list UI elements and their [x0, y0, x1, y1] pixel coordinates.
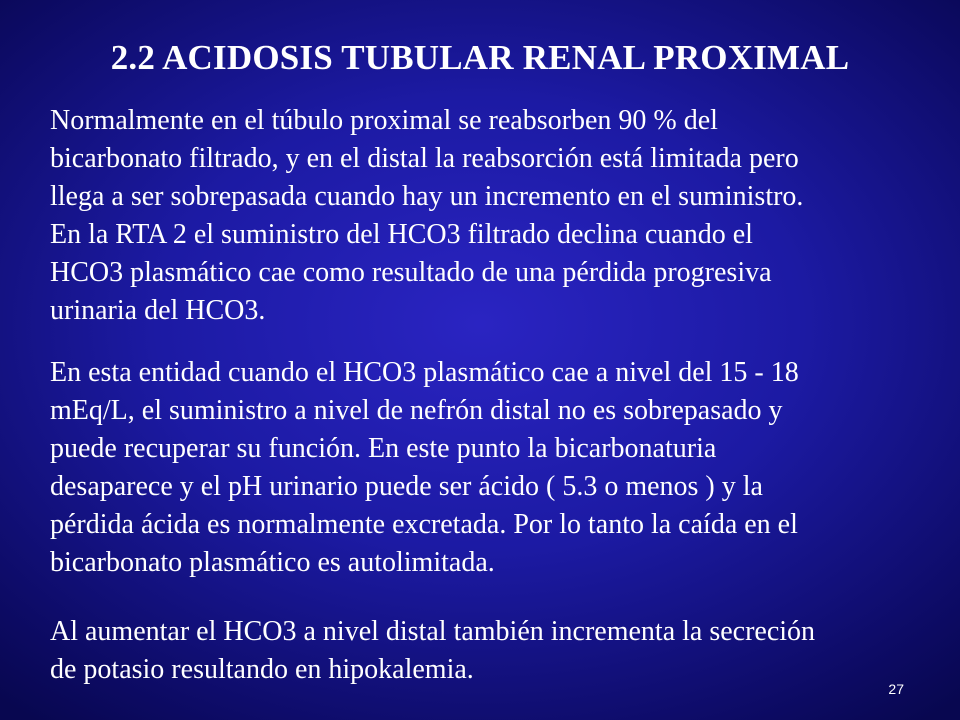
slide-title: 2.2 ACIDOSIS TUBULAR RENAL PROXIMAL	[110, 38, 850, 77]
paragraph-proximal-reabsorption	[50, 102, 930, 330]
text-line: de potasio resultando en hipokalemia.	[50, 654, 474, 685]
text-line: desaparece y el pH urinario puede ser ácido ( 5.3 o menos ) y la	[50, 471, 763, 502]
text-line: En esta entidad cuando el HCO3 plasmático cae a nivel del 15 - 18	[50, 357, 799, 388]
text-line: En la RTA 2 el suministro del HCO3 filtrado declina cuando el	[50, 219, 753, 250]
text-line: bicarbonato plasmático es autolimitada.	[50, 547, 495, 578]
text-line: Normalmente en el túbulo proximal se reabsorben 90 % del	[50, 105, 718, 136]
text-line: llega a ser sobrepasada cuando hay un incremento en el suministro.	[50, 181, 804, 212]
text-line: bicarbonato filtrado, y en el distal la reabsorción está limitada pero	[50, 143, 799, 174]
text-line: HCO3 plasmático cae como resultado de una pérdida progresiva	[50, 257, 772, 288]
text-line: Al aumentar el HCO3 a nivel distal también incrementa la secreción	[50, 616, 816, 647]
paragraph-hypokalemia	[50, 613, 930, 689]
page-number: 27	[888, 681, 904, 697]
paragraph-plasma-threshold	[50, 354, 930, 582]
text-line: urinaria del HCO3.	[50, 295, 266, 326]
text-line: puede recuperar su función. En este punto la bicarbonaturia	[50, 433, 717, 464]
text-line: pérdida ácida es normalmente excretada. Por lo tanto la caída en el	[50, 509, 798, 540]
text-line: mEq/L, el suministro a nivel de nefrón distal no es sobrepasado y	[50, 395, 783, 426]
